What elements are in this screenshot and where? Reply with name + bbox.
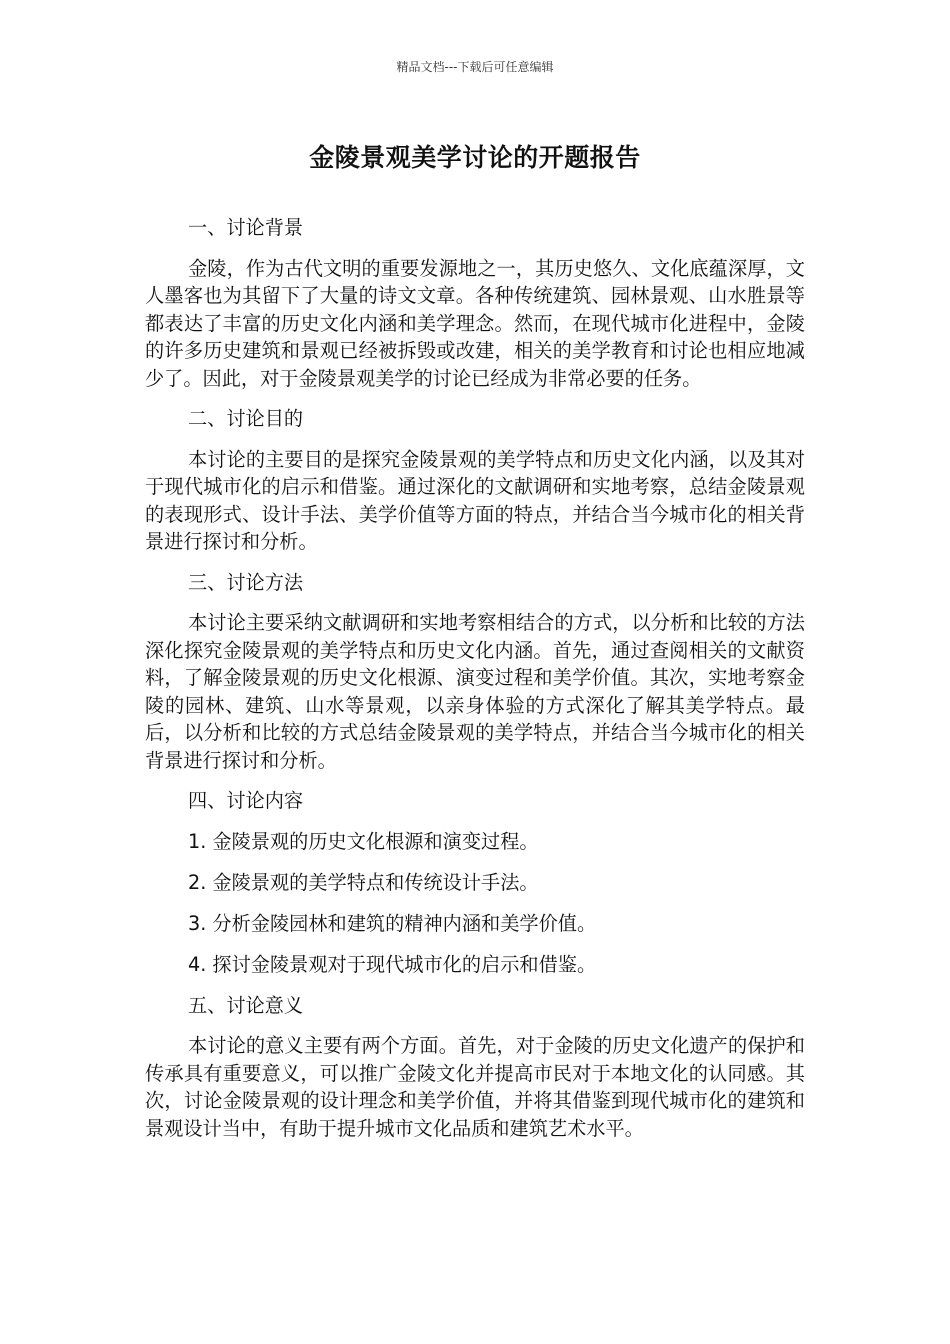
content-list-item: 1. 金陵景观的历史文化根源和演变过程。: [188, 829, 539, 853]
section-body-significance: 本讨论的意义主要有两个方面。首先，对于金陵的历史文化遗产的保护和传承具有重要意义，可以推广金陵文化并提高市民对于本地文化的认同感。其次，讨论金陵景观的设计理念和美学价值，并将其借鉴到现代城市化的建筑和景观设计当中，有助于提升城市文化品质和建筑艺术水平。: [145, 1034, 805, 1140]
section-heading-method: 三、讨论方法: [188, 570, 304, 594]
document-title: 金陵景观美学讨论的开题报告: [309, 143, 641, 172]
content-list-item: 4. 探讨金陵景观对于现代城市化的启示和借鉴。: [188, 952, 597, 976]
document-body: [145, 214, 805, 1155]
section-body-method: 本讨论主要采纳文献调研和实地考察相结合的方式，以分析和比较的方法深化探究金陵景观的美学特点和历史文化内涵。首先，通过查阅相关的文献资料，了解金陵景观的历史文化根源、演变过程和美学价值。其次，实地考察金陵的园林、建筑、山水等景观，以亲身体验的方式深化了解其美学特点。最后，以分析和比较的方式总结金陵景观的美学特点，并结合当今城市化的相关背景进行探讨和分析。: [145, 611, 805, 772]
section-heading-content: 四、讨论内容: [188, 789, 304, 812]
header-note: 精品文档---下载后可任意编辑: [396, 60, 554, 74]
section-body-background: 金陵，作为古代文明的重要发源地之一，其历史悠久、文化底蕴深厚，文人墨客也为其留下了大量的诗文文章。各种传统建筑、园林景观、山水胜景等都表达了丰富的历史文化内涵和美学理念。然而，在现代城市化进程中，金陵的许多历史建筑和景观已经被拆毁或改建，相关的美学教育和讨论也相应地减少了。因此，对于金陵景观美学的讨论已经成为非常必要的任务。: [145, 256, 805, 390]
content-list-item: 2. 金陵景观的美学特点和传统设计手法。: [188, 870, 539, 894]
section-body-purpose: 本讨论的主要目的是探究金陵景观的美学特点和历史文化内涵，以及其对于现代城市化的启示和借鉴。通过深化的文献调研和实地考察，总结金陵景观的表现形式、设计手法、美学价值等方面的特点，并结合当今城市化的相关背景进行探讨和分析。: [145, 447, 805, 553]
section-heading-background: 一、讨论背景: [188, 216, 304, 239]
content-list-item: 3. 分析金陵园林和建筑的精神内涵和美学价值。: [188, 911, 597, 935]
section-heading-purpose: 二、讨论目的: [188, 407, 304, 430]
section-heading-significance: 五、讨论意义: [188, 993, 304, 1017]
